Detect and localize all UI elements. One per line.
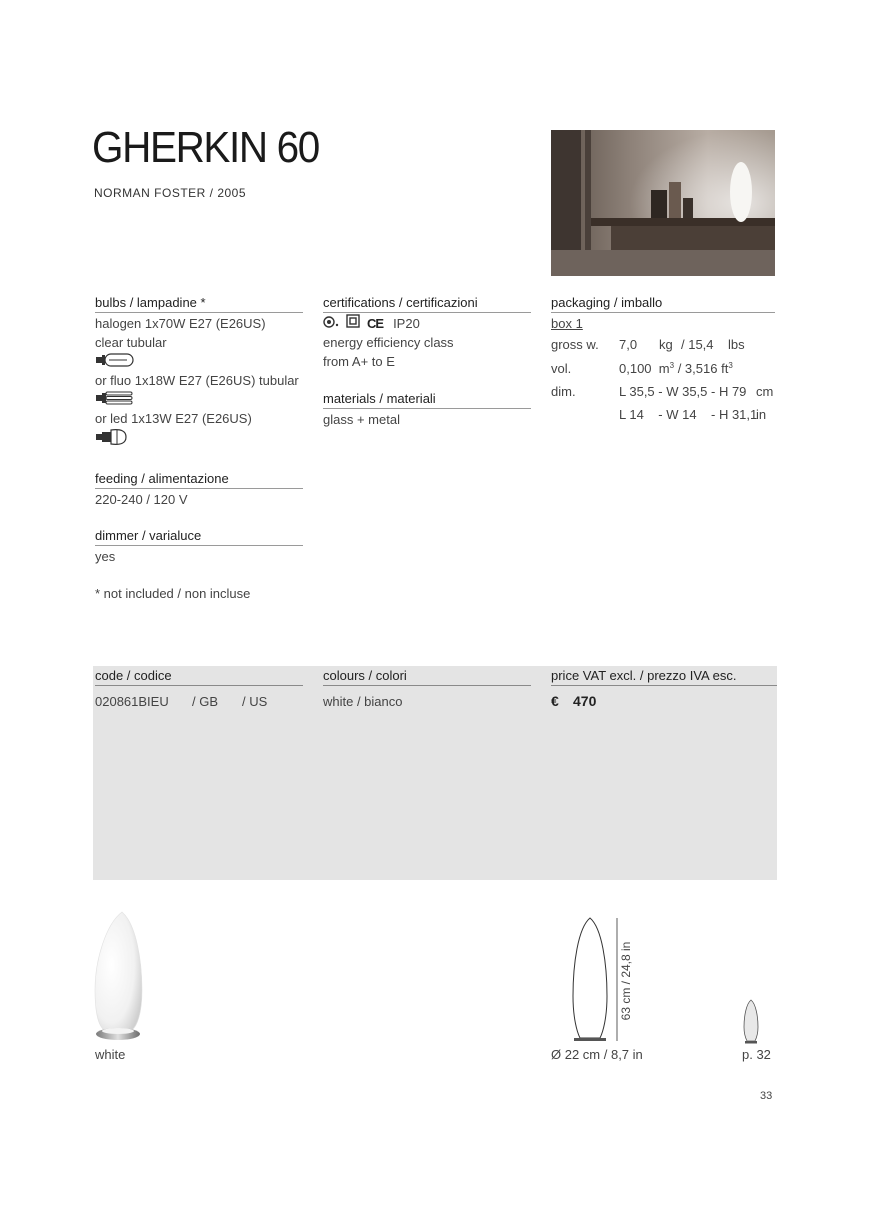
designer-credit: NORMAN FOSTER / 2005 [94,186,247,200]
tubular-bulb-icon [95,352,303,371]
ce-mark-icon: CE [367,316,384,331]
footnote: * not included / non incluse [95,586,251,601]
gross-weight-kg-unit: kg [659,337,673,352]
ip-rating: IP20 [393,316,420,331]
dimmer-value: yes [95,549,116,564]
feeding-heading: feeding / alimentazione [95,470,303,489]
led-bulb-icon [95,428,303,448]
product-render [92,910,148,1051]
fluo-tube-icon [95,390,303,409]
dimensions-cm: L 35,5 - W 35,5 - H 79 [619,384,747,399]
materials-heading: materials / materiali [323,390,531,409]
materials-value: glass + metal [323,412,400,427]
box-label: box 1 [551,316,583,331]
render-colour-label: white [95,1047,126,1062]
colours-heading: colours / colori [323,667,531,686]
feeding-value: 220-240 / 120 V [95,492,188,507]
page-number: 33 [760,1090,773,1102]
page-reference: p. 32 [742,1047,771,1062]
height-dimension [618,940,634,1024]
certifications-heading: certifications / certificazioni [323,294,531,313]
price-value: 470 [573,693,597,709]
enec-mark-icon [323,314,339,333]
gross-weight-kg: 7,0 [619,337,638,352]
bulb-led: or led 1x13W E27 (E26US) [95,411,252,426]
code-heading: code / codice [95,667,303,686]
bulbs-section [95,294,303,603]
height-label: 63 cm / 24,8 in [619,941,633,1021]
diameter-label: Ø 22 cm / 8,7 in [551,1047,643,1062]
dimensions-in: L 14 - W 14 - H 31,1 [619,407,758,422]
bulb-clear-tubular: clear tubular [95,335,167,350]
packaging-heading: packaging / imballo [551,294,775,313]
scale-thumbnail [742,999,760,1050]
double-insulation-icon [346,314,360,333]
bulb-halogen: halogen 1x70W E27 (E26US) [95,316,266,331]
code-section [95,667,303,687]
energy-class-line1: energy efficiency class [323,335,454,350]
dimmer-heading: dimmer / varialuce [95,527,303,546]
gross-weight-label: gross w. [551,337,599,352]
code-gb: / GB [192,694,219,709]
energy-class-line2: from A+ to E [323,354,395,369]
product-code: 020861BIEU [95,694,169,709]
dimensions-cm-unit: cm [756,384,774,399]
colour-value: white / bianco [323,694,403,709]
dimensions-in-unit: in [756,407,767,422]
price-heading: price VAT excl. / prezzo IVA esc. [551,667,777,686]
volume-m3: 0,100 $m^3 / 3,516$ $ft^3$ [619,361,733,376]
certification-marks [323,314,531,333]
gross-weight-lbs: / 15,4 [681,337,714,352]
certifications-section [323,294,531,429]
volume-label: vol. [551,361,572,376]
technical-drawing [570,914,620,1055]
dimensions-label: dim. [551,384,576,399]
packaging-section [551,294,775,333]
bulb-fluo: or fluo 1x18W E27 (E26US) tubular [95,373,299,388]
price-section [551,667,777,687]
bulbs-heading: bulbs / lampadine * [95,294,303,313]
product-photo [551,130,775,276]
gross-weight-lbs-unit: lbs [728,337,745,352]
colours-section [323,667,531,687]
code-us: / US [242,694,268,709]
product-title: GHERKIN 60 [92,123,319,172]
price-currency: € [551,693,559,709]
